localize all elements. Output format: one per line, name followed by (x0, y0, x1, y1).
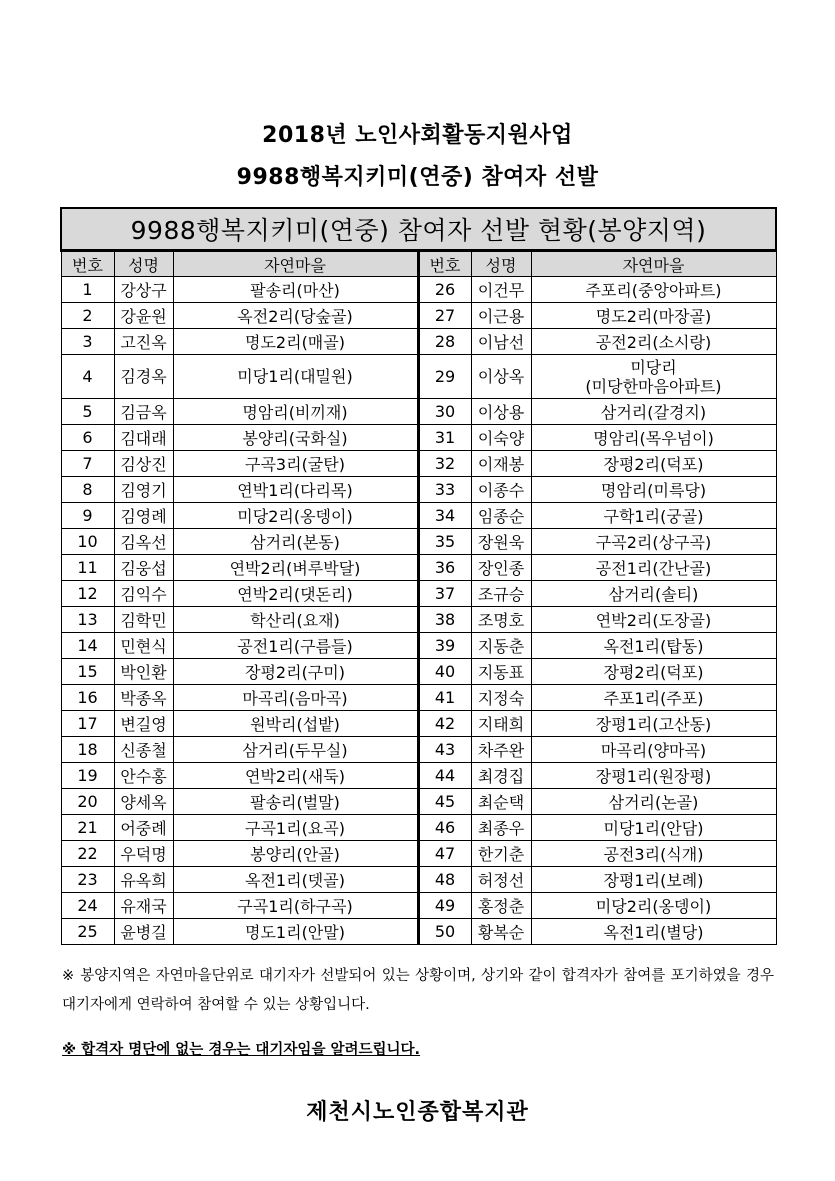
row-number-cell: 17 (61, 711, 114, 737)
village-cell: 삼거리(솔티) (531, 581, 776, 607)
participant-name-cell: 이근용 (471, 303, 531, 329)
participant-name-cell: 신종철 (114, 737, 173, 763)
participant-name-cell: 최경집 (471, 763, 531, 789)
participant-name-cell: 변길영 (114, 711, 173, 737)
row-number-cell: 39 (418, 633, 471, 659)
participant-name-cell: 조명호 (471, 607, 531, 633)
participant-name-cell: 고진옥 (114, 329, 173, 355)
village-cell: 미당1리(안담) (531, 815, 776, 841)
village-cell: 연박2리(새둑) (173, 763, 418, 789)
village-cell: 장평1리(보례) (531, 867, 776, 893)
table-row (61, 451, 776, 477)
waitlist-notice: ※ 봉양지역은 자연마을단위로 대기자가 선발되어 있는 상황이며, 상기와 같이 합격자가 참여를 포기하였을 경우 대기자에게 연락하여 참여할 수 있는 상황입니다. (62, 968, 774, 1013)
participant-table (60, 207, 777, 945)
table-row (61, 581, 776, 607)
village-cell: 미당1리(대밀원) (173, 355, 418, 399)
village-cell: 연박2리(도장골) (531, 607, 776, 633)
participant-name-cell: 우덕명 (114, 841, 173, 867)
participant-name-cell: 김익수 (114, 581, 173, 607)
row-number-cell: 5 (61, 399, 114, 425)
table-row (61, 789, 776, 815)
village-cell: 팔송리(마산) (173, 277, 418, 303)
participant-name-cell: 김상진 (114, 451, 173, 477)
village-line: 미당리 (630, 357, 677, 377)
participant-name-cell: 양세옥 (114, 789, 173, 815)
participant-name-cell: 이종수 (471, 477, 531, 503)
village-cell: 삼거리(갈경지) (531, 399, 776, 425)
participant-name-cell: 유옥희 (114, 867, 173, 893)
row-number-cell: 41 (418, 685, 471, 711)
village-cell (531, 355, 776, 399)
table-row (61, 841, 776, 867)
table-row (61, 737, 776, 763)
table-row (61, 529, 776, 555)
village-cell: 주포리(중앙아파트) (531, 277, 776, 303)
table-row (61, 711, 776, 737)
row-number-cell: 31 (418, 425, 471, 451)
village-cell: 옥전1리(탑동) (531, 633, 776, 659)
participant-name-cell: 지동표 (471, 659, 531, 685)
row-number-cell: 26 (418, 277, 471, 303)
village-cell: 연박2리(벼루박달) (173, 555, 418, 581)
participant-name-cell: 김영례 (114, 503, 173, 529)
row-number-cell: 44 (418, 763, 471, 789)
table-row (61, 555, 776, 581)
village-cell: 삼거리(본동) (173, 529, 418, 555)
row-number-cell: 49 (418, 893, 471, 919)
row-number-cell: 21 (61, 815, 114, 841)
village-cell: 주포1리(주포) (531, 685, 776, 711)
document-title: 2018년 노인사회활동지원사업 (262, 123, 573, 148)
row-number-cell: 40 (418, 659, 471, 685)
village-cell: 장평1리(원장평) (531, 763, 776, 789)
table-row (61, 763, 776, 789)
row-number-cell: 43 (418, 737, 471, 763)
participant-name-cell: 김대래 (114, 425, 173, 451)
table-row (61, 919, 776, 945)
village-cell: 팔송리(벌말) (173, 789, 418, 815)
row-number-cell: 13 (61, 607, 114, 633)
row-number-cell: 12 (61, 581, 114, 607)
participant-name-cell: 박인환 (114, 659, 173, 685)
table-row (61, 893, 776, 919)
village-cell: 명도2리(매골) (173, 329, 418, 355)
row-number-cell: 6 (61, 425, 114, 451)
participant-name-cell: 이상용 (471, 399, 531, 425)
column-header-name: 성명 (471, 251, 531, 277)
village-cell: 마곡리(양마곡) (531, 737, 776, 763)
row-number-cell: 42 (418, 711, 471, 737)
row-number-cell: 8 (61, 477, 114, 503)
table-row (61, 867, 776, 893)
row-number-cell: 30 (418, 399, 471, 425)
table-banner: 9988행복지키미(연중) 참여자 선발 현황(봉양지역) (61, 208, 776, 251)
participant-name-cell: 유재국 (114, 893, 173, 919)
participant-name-cell: 강상구 (114, 277, 173, 303)
row-number-cell: 45 (418, 789, 471, 815)
row-number-cell: 18 (61, 737, 114, 763)
waitlist-reminder: ※ 합격자 명단에 없는 경우는 대기자임을 알려드립니다. (62, 1042, 421, 1058)
table-row (61, 503, 776, 529)
village-cell: 장평1리(고산동) (531, 711, 776, 737)
column-header-village: 자연마을 (173, 251, 418, 277)
participant-name-cell: 김학민 (114, 607, 173, 633)
village-cell: 미당2리(옹뎅이) (173, 503, 418, 529)
participant-name-cell: 임종순 (471, 503, 531, 529)
participant-name-cell: 한기춘 (471, 841, 531, 867)
participant-name-cell: 허정선 (471, 867, 531, 893)
village-cell: 명암리(비끼재) (173, 399, 418, 425)
row-number-cell: 1 (61, 277, 114, 303)
participant-name-cell: 이재봉 (471, 451, 531, 477)
village-line: (미당한마음아파트) (585, 376, 722, 396)
village-cell: 구학1리(궁골) (531, 503, 776, 529)
village-cell: 연박1리(다리목) (173, 477, 418, 503)
village-cell: 옥전1리(뎃골) (173, 867, 418, 893)
participant-name-cell: 장인종 (471, 555, 531, 581)
village-cell: 명암리(목우넘이) (531, 425, 776, 451)
participant-name-cell: 안수홍 (114, 763, 173, 789)
row-number-cell: 34 (418, 503, 471, 529)
participant-name-cell: 어중례 (114, 815, 173, 841)
table-row (61, 277, 776, 303)
village-cell: 연박2리(댓돈리) (173, 581, 418, 607)
participant-name-cell: 지태희 (471, 711, 531, 737)
participant-name-cell: 김옥선 (114, 529, 173, 555)
row-number-cell: 27 (418, 303, 471, 329)
participant-name-cell: 이숙양 (471, 425, 531, 451)
column-header-village: 자연마을 (531, 251, 776, 277)
participant-name-cell: 김경옥 (114, 355, 173, 399)
row-number-cell: 48 (418, 867, 471, 893)
table-row (61, 303, 776, 329)
row-number-cell: 37 (418, 581, 471, 607)
participant-name-cell: 민현식 (114, 633, 173, 659)
row-number-cell: 9 (61, 503, 114, 529)
participant-name-cell: 최종우 (471, 815, 531, 841)
table-body (61, 277, 776, 945)
participant-name-cell: 홍정춘 (471, 893, 531, 919)
village-cell: 봉양리(국화실) (173, 425, 418, 451)
row-number-cell: 10 (61, 529, 114, 555)
row-number-cell: 25 (61, 919, 114, 945)
village-cell: 구곡1리(요곡) (173, 815, 418, 841)
column-header-number: 번호 (61, 251, 114, 277)
row-number-cell: 19 (61, 763, 114, 789)
row-number-cell: 15 (61, 659, 114, 685)
village-cell: 공전2리(소시랑) (531, 329, 776, 355)
row-number-cell: 46 (418, 815, 471, 841)
document-subtitle: 9988행복지키미(연중) 참여자 선발 (236, 165, 599, 190)
village-cell: 원박리(섭밭) (173, 711, 418, 737)
village-cell: 명도2리(마장골) (531, 303, 776, 329)
row-number-cell: 4 (61, 355, 114, 399)
participant-name-cell: 김웅섭 (114, 555, 173, 581)
participant-name-cell: 이건무 (471, 277, 531, 303)
village-cell: 구곡2리(상구곡) (531, 529, 776, 555)
village-cell: 장평2리(덕포) (531, 659, 776, 685)
row-number-cell: 16 (61, 685, 114, 711)
table-row (61, 607, 776, 633)
village-cell: 명도1리(안말) (173, 919, 418, 945)
participant-name-cell: 차주완 (471, 737, 531, 763)
table-row (61, 815, 776, 841)
participant-name-cell: 김금옥 (114, 399, 173, 425)
participant-name-cell: 이상옥 (471, 355, 531, 399)
table-row (61, 425, 776, 451)
village-cell: 옥전2리(당숲골) (173, 303, 418, 329)
village-cell: 공전1리(구름들) (173, 633, 418, 659)
participant-name-cell: 지정숙 (471, 685, 531, 711)
column-header-name: 성명 (114, 251, 173, 277)
village-cell: 공전1리(간난골) (531, 555, 776, 581)
participant-name-cell: 강윤원 (114, 303, 173, 329)
row-number-cell: 38 (418, 607, 471, 633)
row-number-cell: 35 (418, 529, 471, 555)
village-cell: 구곡1리(하구곡) (173, 893, 418, 919)
row-number-cell: 36 (418, 555, 471, 581)
village-cell: 장평2리(구미) (173, 659, 418, 685)
village-cell: 구곡3리(굴탄) (173, 451, 418, 477)
row-number-cell: 47 (418, 841, 471, 867)
row-number-cell: 2 (61, 303, 114, 329)
participant-name-cell: 윤병길 (114, 919, 173, 945)
participant-name-cell: 장원욱 (471, 529, 531, 555)
row-number-cell: 50 (418, 919, 471, 945)
row-number-cell: 24 (61, 893, 114, 919)
village-cell: 장평2리(덕포) (531, 451, 776, 477)
participant-name-cell: 지동춘 (471, 633, 531, 659)
row-number-cell: 23 (61, 867, 114, 893)
village-cell: 삼거리(논골) (531, 789, 776, 815)
participant-name-cell: 최순택 (471, 789, 531, 815)
column-header-row (61, 251, 776, 277)
table-row (61, 477, 776, 503)
village-cell: 학산리(요재) (173, 607, 418, 633)
participant-name-cell: 이남선 (471, 329, 531, 355)
table-row (61, 633, 776, 659)
table-row (61, 685, 776, 711)
organization-name: 제천시노인종합복지관 (306, 1100, 529, 1125)
participant-name-cell: 조규승 (471, 581, 531, 607)
village-cell: 마곡리(음마곡) (173, 685, 418, 711)
village-cell: 공전3리(식개) (531, 841, 776, 867)
village-cell: 봉양리(안골) (173, 841, 418, 867)
row-number-cell: 3 (61, 329, 114, 355)
row-number-cell: 28 (418, 329, 471, 355)
village-cell: 명암리(미륵당) (531, 477, 776, 503)
village-cell: 옥전1리(별당) (531, 919, 776, 945)
column-header-number: 번호 (418, 251, 471, 277)
village-cell: 삼거리(두무실) (173, 737, 418, 763)
row-number-cell: 20 (61, 789, 114, 815)
row-number-cell: 14 (61, 633, 114, 659)
table-row (61, 329, 776, 355)
row-number-cell: 32 (418, 451, 471, 477)
participant-name-cell: 황복순 (471, 919, 531, 945)
participant-name-cell: 김영기 (114, 477, 173, 503)
village-cell: 미당2리(옹뎅이) (531, 893, 776, 919)
table-row (61, 399, 776, 425)
participant-name-cell: 박종옥 (114, 685, 173, 711)
row-number-cell: 7 (61, 451, 114, 477)
table-row (61, 659, 776, 685)
row-number-cell: 33 (418, 477, 471, 503)
table-row (61, 355, 776, 399)
row-number-cell: 29 (418, 355, 471, 399)
row-number-cell: 22 (61, 841, 114, 867)
row-number-cell: 11 (61, 555, 114, 581)
